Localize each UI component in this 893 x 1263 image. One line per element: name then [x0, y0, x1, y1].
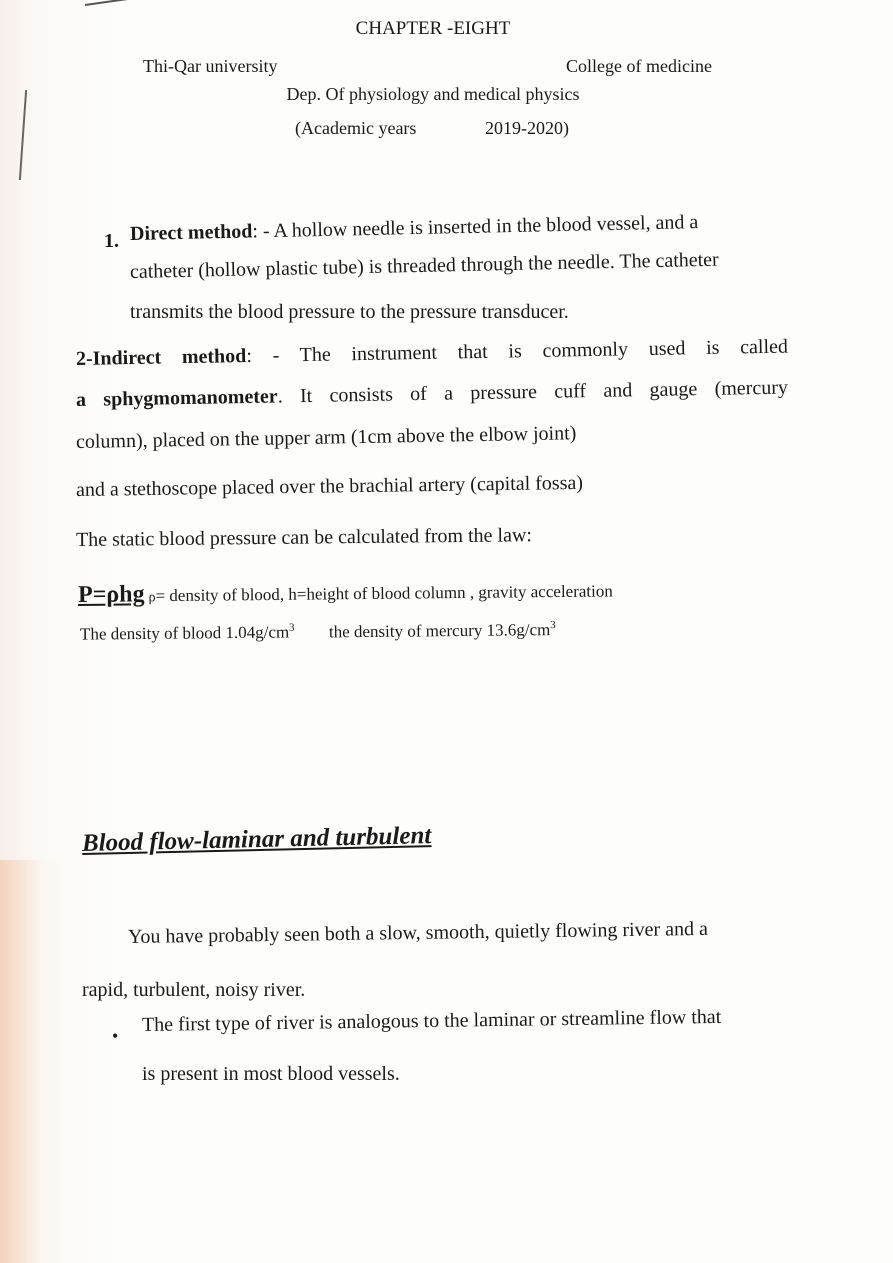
- direct-method-line-2: catheter (hollow plastic tube) is threaded through the needle. The catheter: [129, 248, 719, 283]
- list-number: 1.: [104, 230, 119, 252]
- university-name: Thi-Qar university: [143, 56, 278, 76]
- page-fold-mark: [85, 0, 194, 6]
- river-paragraph-line-2: rapid, turbulent, noisy river.: [82, 979, 306, 1001]
- direct-method-title: Direct method: [129, 220, 253, 245]
- direct-method-line-1: Direct method: - A hollow needle is inserted in the blood vessel, and a: [129, 211, 699, 245]
- college-name: College of medicine: [566, 56, 712, 76]
- indirect-method-line-4: and a stethoscope placed over the brachial artery (capital fossa): [75, 471, 584, 501]
- department-name: Dep. Of physiology and medical physics: [286, 84, 580, 104]
- bullet-icon: •: [112, 1026, 119, 1046]
- formula-line: P=ρhg ρ= density of blood, h=height of blood column , gravity acceleration: [77, 581, 613, 608]
- indirect-method-line-3: column), placed on the upper arm (1cm above the elbow joint): [75, 422, 577, 453]
- section-heading: Blood flow-laminar and turbulent: [81, 822, 432, 857]
- indirect-method-line-1: 2-Indirect method: - The instrument that is commonly used is called: [75, 335, 789, 370]
- academic-years: 2019-2020): [485, 118, 569, 138]
- bullet-line-2: is present in most blood vessels.: [142, 1063, 400, 1085]
- mercury-density: the density of mercury 13.6g/cm: [328, 619, 551, 642]
- pressure-formula: P=ρhg: [77, 581, 145, 608]
- page-shadow: [0, 860, 70, 1263]
- formula-legend: = density of blood, h=height of blood column , gravity acceleration: [155, 581, 613, 606]
- direct-method-line-3: transmits the blood pressure to the pressure transducer.: [130, 301, 569, 323]
- indirect-method-title: 2-Indirect method: [75, 345, 247, 370]
- river-paragraph-line-1: You have probably seen both a slow, smooth, quietly flowing river and a: [127, 917, 709, 948]
- sphygmomanometer-term: sphygmomanometer: [103, 385, 278, 411]
- density-line: The density of blood $1.04g/cm^3$ the density of mercury $13.6g/cm^3$: [79, 619, 556, 644]
- chapter-title: CHAPTER -EIGHT: [355, 18, 511, 39]
- academic-label: (Academic years: [295, 118, 417, 138]
- bullet-line-1: The first type of river is analogous to the laminar or streamline flow that: [141, 1005, 722, 1036]
- blood-density: The density of blood 1.04g/cm: [79, 622, 290, 644]
- indirect-method-line-2: a sphygmomanometer. It consists of a pressure cuff and gauge (mercury: [75, 376, 789, 411]
- static-pressure-text: The static blood pressure can be calculated from the law:: [75, 524, 533, 551]
